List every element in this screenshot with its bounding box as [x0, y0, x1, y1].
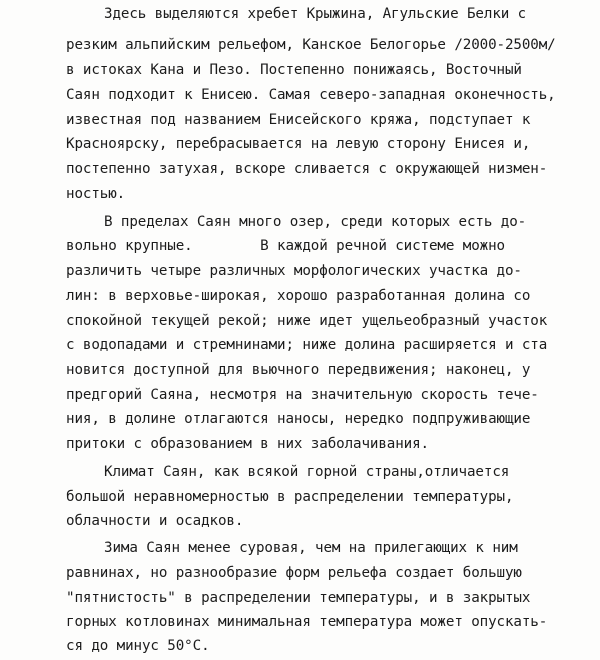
text-line: горных котловинах минимальная температура может опускать- [66, 614, 548, 630]
text-line: постепенно затухая, вскоре сливается с окружающей низмен- [66, 161, 548, 177]
text-line: Саян подходит к Енисею. Самая северо-западная оконечность, [66, 87, 556, 103]
text-line: известная под названием Енисейского кряжа, подступает к [66, 112, 531, 128]
text-line: равнинах, но разнообразие форм рельефа создает большую [66, 565, 522, 581]
text-line: притоки с образованием в них заболачивания. [66, 436, 429, 452]
text-line: "пятнистость" в распределении температуры, и в закрытых [66, 590, 531, 606]
text-line: резким альпийским рельефом, Канское Белогорье /2000-2500м/ [66, 37, 556, 53]
text-line: Здесь выделяются хребет Крыжина, Агульские Белки с [104, 6, 527, 22]
text-line: новится доступной для вьючного передвижения; наконец, у [66, 362, 531, 378]
text-line: Красноярску, перебрасывается на левую сторону Енисея и, [66, 136, 531, 152]
text-line: в истоках Кана и Пезо. Постепенно понижаясь, Восточный [66, 62, 522, 78]
text-line: ся до минус 50°С. [66, 638, 210, 654]
text-line: В пределах Саян много озер, среди которых есть до- [104, 214, 527, 230]
text-line: ния, в долине отлагаются наносы, нередко подпруживающие [66, 411, 531, 427]
text-line: вольно крупные. В каждой речной системе можно [66, 238, 505, 254]
text-line: различить четыре различных морфологических участка до- [66, 263, 522, 279]
text-line: спокойной текущей рекой; ниже идет ущельеобразный участок [66, 313, 548, 329]
text-line: Климат Саян, как всякой горной страны,отличается [104, 464, 510, 480]
text-line: предгорий Саяна, несмотря на значительную скорость тече- [66, 387, 539, 403]
text-line: ностью. [66, 186, 126, 202]
text-line: облачности и осадков. [66, 513, 244, 529]
text-line: Зима Саян менее суровая, чем на прилегающих к ним [104, 540, 518, 556]
text-line: с водопадами и стремнинами; ниже долина расширяется и ста [66, 337, 548, 353]
text-line: большой неравномерностью в распределении температуры, [66, 489, 514, 505]
text-line: лин: в верховье-широкая, хорошо разработанная долина со [66, 288, 531, 304]
